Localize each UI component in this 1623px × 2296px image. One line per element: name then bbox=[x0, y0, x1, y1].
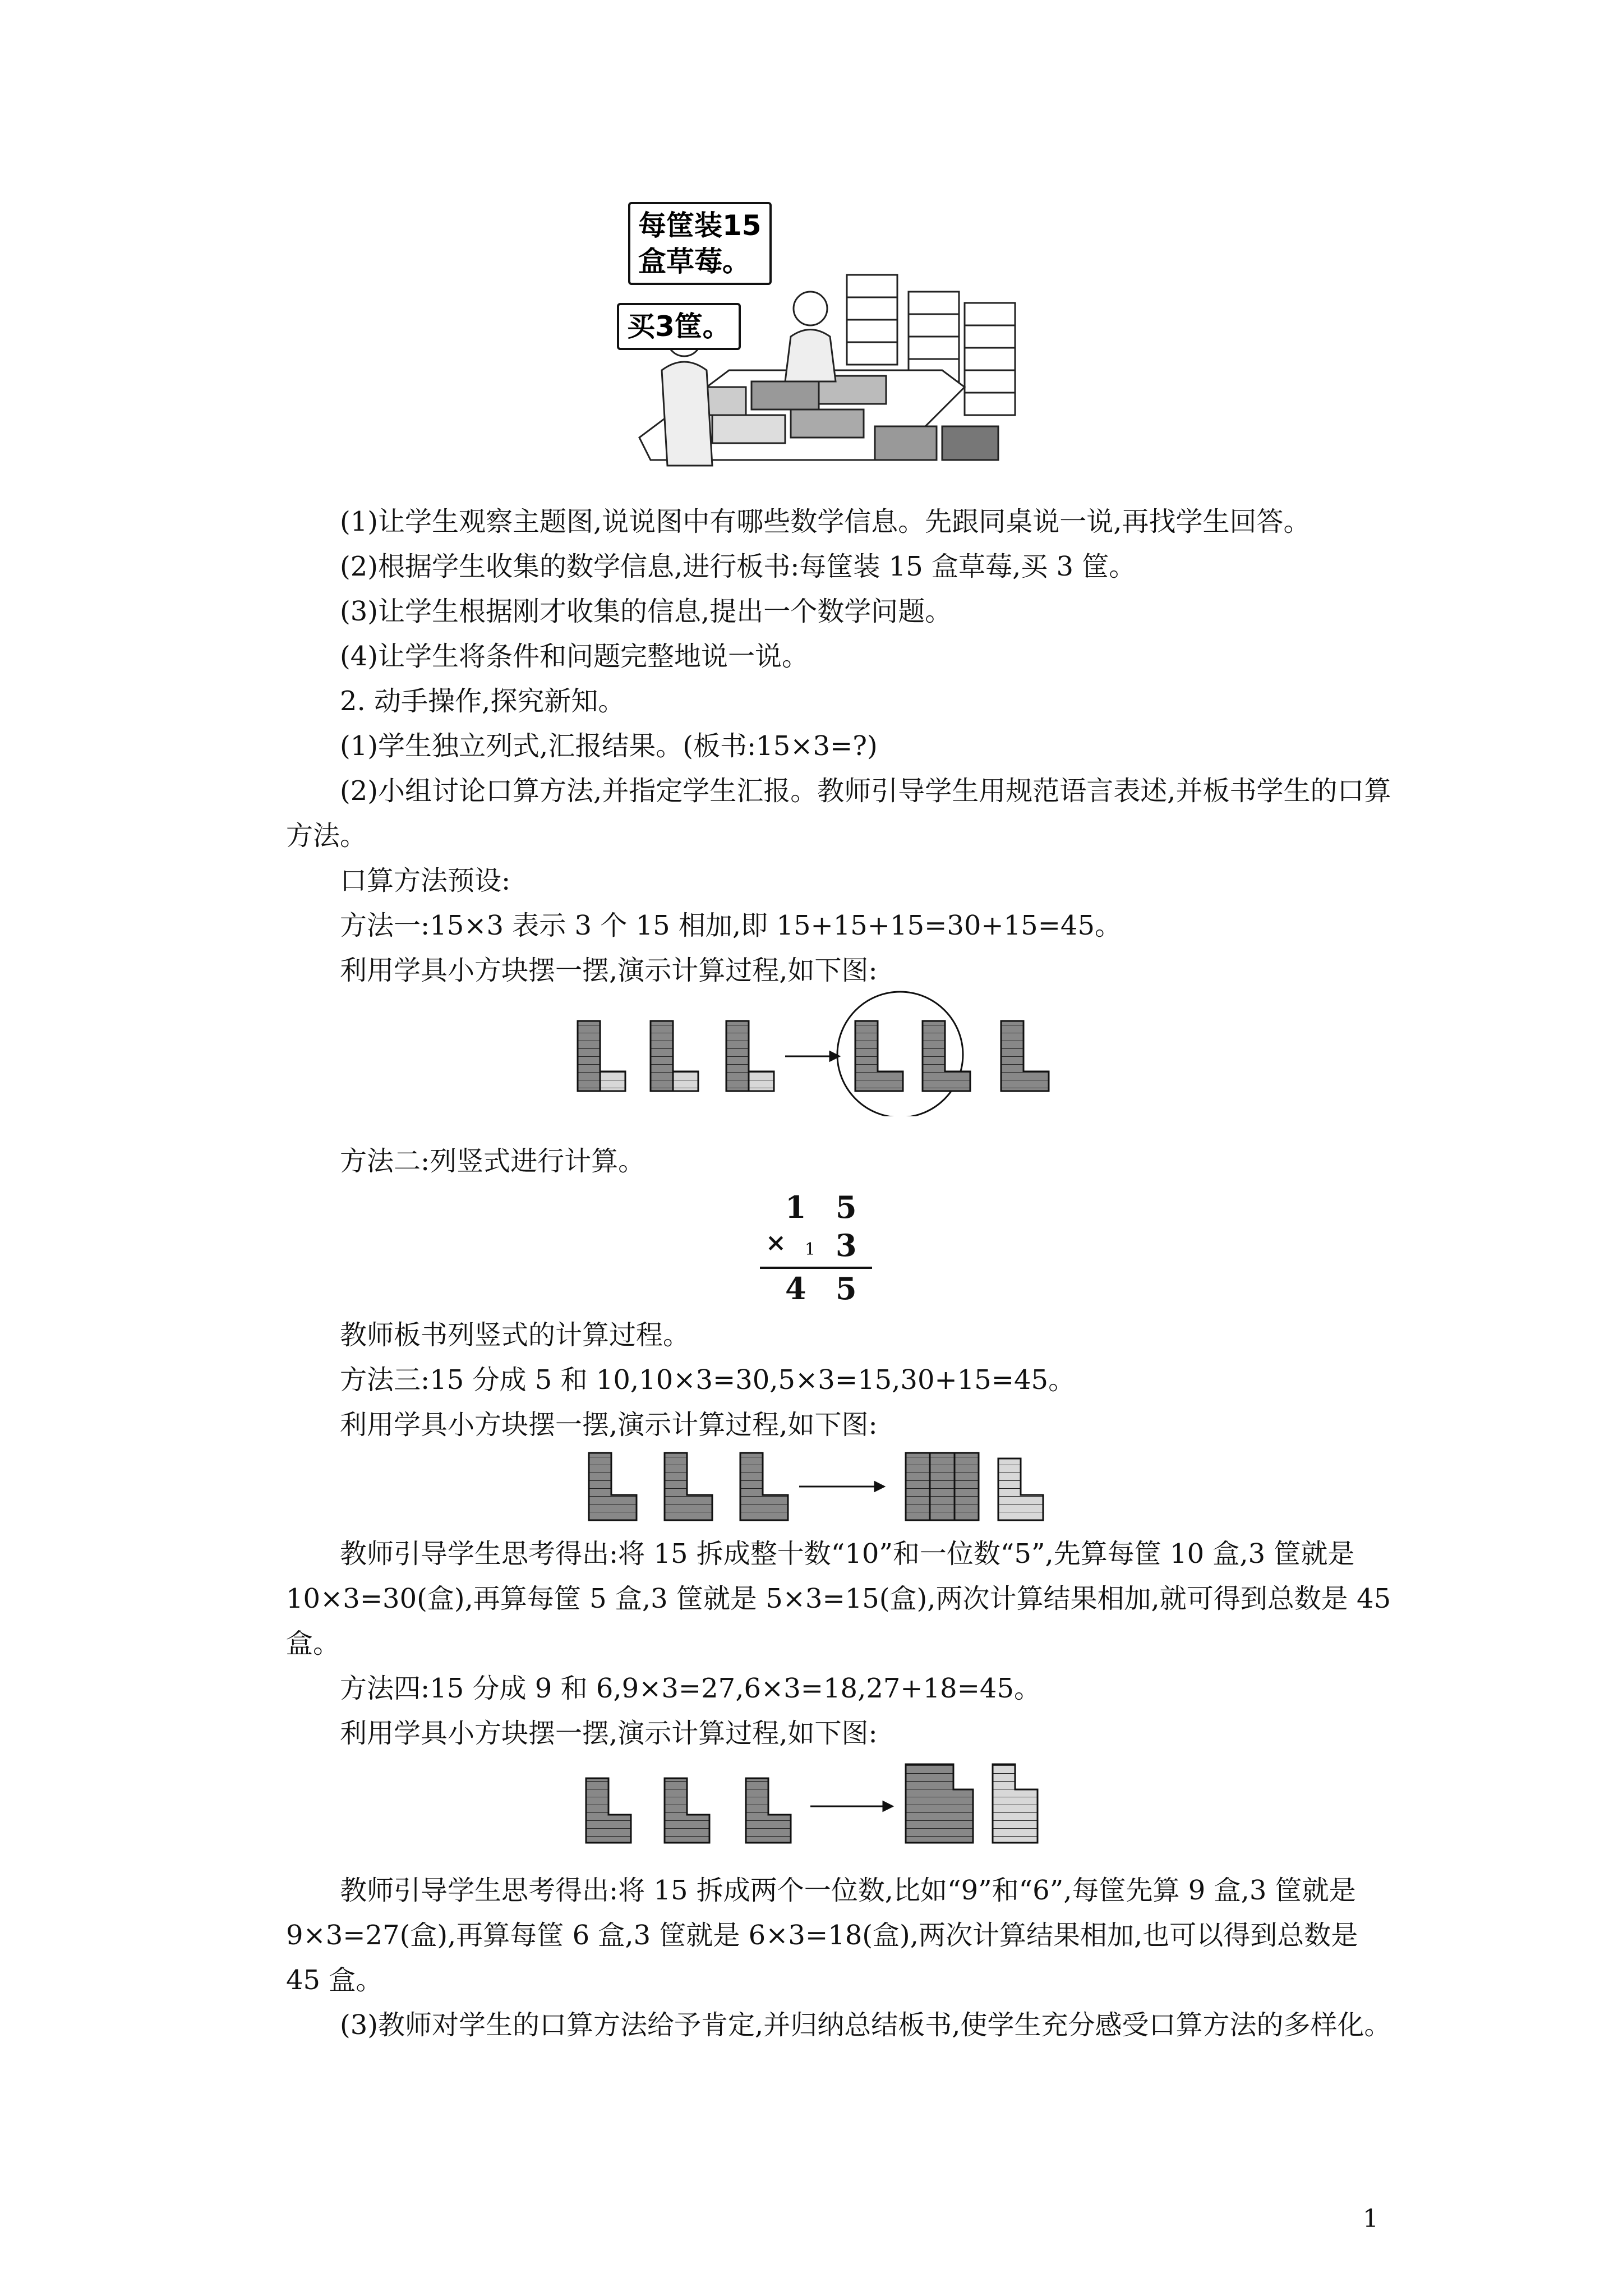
paragraph: 方法四:15 分成 9 和 6,9×3=27,6×3=18,27+18=45。 bbox=[340, 1673, 1041, 1704]
paragraph: 利用学具小方块摆一摆,演示计算过程,如下图: bbox=[340, 955, 878, 986]
blocks-diagram-method4 bbox=[0, 1750, 1623, 1857]
blocks-diagram-svg bbox=[0, 1750, 1623, 1857]
digit: 4 bbox=[785, 1271, 806, 1306]
paragraph: 利用学具小方块摆一摆,演示计算过程,如下图: bbox=[340, 1718, 878, 1749]
text-section-mid bbox=[286, 1313, 1396, 1447]
seller-speech-bubble bbox=[628, 202, 772, 285]
digit: 5 bbox=[836, 1189, 857, 1225]
block-stack bbox=[665, 1778, 709, 1843]
blocks-diagram-method1 bbox=[0, 970, 1623, 1116]
digit: 1 bbox=[785, 1189, 806, 1225]
block-stack bbox=[578, 1021, 625, 1091]
block-stack bbox=[726, 1021, 774, 1091]
paragraph: 方法三:15 分成 5 和 10,10×3=30,5×3=15,30+15=45。 bbox=[340, 1364, 1076, 1396]
paragraph: 方法一:15×3 表示 3 个 15 相加,即 15+15+15=30+15=45。 bbox=[340, 910, 1122, 941]
paragraph: (1)让学生观察主题图,说说图中有哪些数学信息。先跟同桌说一说,再找学生回答。 bbox=[340, 506, 1311, 537]
block-stack bbox=[589, 1453, 637, 1520]
paragraph: 教师引导学生思考得出:将 15 拆成整十数“10”和一位数“5”,先算每筐 10 盒,3 筐就是 10×3=30(盒),再算每筐 5 盒,3 筐就是 5×3=15(盒),两次计算结果相加,就可得到总数是 45 盒。 bbox=[286, 1538, 1391, 1659]
tens-block bbox=[906, 1453, 979, 1520]
block-stack bbox=[665, 1453, 712, 1520]
paragraph: 教师板书列竖式的计算过程。 bbox=[340, 1319, 690, 1351]
times-sign: × bbox=[766, 1228, 786, 1257]
vertical-multiplication bbox=[751, 1189, 886, 1318]
calc-line bbox=[760, 1267, 872, 1269]
page-number: 1 bbox=[1363, 2205, 1378, 2233]
block-stack bbox=[855, 1021, 903, 1091]
carry-digit: 1 bbox=[805, 1240, 816, 1259]
block-stack bbox=[746, 1778, 791, 1843]
buyer-speech-text: 买3筐。 bbox=[627, 310, 731, 343]
paragraph: (2)小组讨论口算方法,并指定学生汇报。教师引导学生用规范语言表述,并板书学生的口算方法。 bbox=[286, 775, 1391, 852]
paragraph: (1)学生独立列式,汇报结果。(板书:15×3=?) bbox=[340, 730, 878, 762]
block-stack bbox=[586, 1778, 631, 1843]
digit: 3 bbox=[836, 1227, 857, 1263]
nines-block bbox=[906, 1764, 973, 1843]
sixes-block bbox=[993, 1764, 1038, 1843]
block-stack bbox=[740, 1453, 788, 1520]
method2-title: 方法二:列竖式进行计算。 bbox=[340, 1145, 645, 1177]
paragraph: (3)让学生根据刚才收集的信息,提出一个数学问题。 bbox=[340, 596, 952, 627]
block-stack bbox=[1001, 1021, 1049, 1091]
seller-speech-text: 每筐装15 盒草莓。 bbox=[638, 209, 762, 278]
buyer-speech-bubble bbox=[617, 303, 741, 350]
paragraph: (3)教师对学生的口算方法给予肯定,并归纳总结板书,使学生充分感受口算方法的多样化。 bbox=[340, 2009, 1391, 2041]
paragraph: 口算方法预设: bbox=[340, 865, 511, 896]
section-heading: 2. 动手操作,探究新知。 bbox=[340, 685, 625, 717]
paragraph: (2)根据学生收集的数学信息,进行板书:每筐装 15 盒草莓,买 3 筐。 bbox=[340, 551, 1136, 582]
paragraph: (4)让学生将条件和问题完整地说一说。 bbox=[340, 641, 809, 672]
blocks-diagram-svg bbox=[0, 970, 1623, 1116]
paragraph: 教师引导学生思考得出:将 15 拆成两个一位数,比如“9”和“6”,每筐先算 9 盒,3 筐就是 9×3=27(盒),再算每筐 6 盒,3 筐就是 6×3=18(盒),两次计算结果相加,也可以得到总数是 45 盒。 bbox=[286, 1875, 1358, 1996]
blocks-diagram-svg bbox=[0, 1442, 1623, 1531]
theme-illustration bbox=[628, 202, 1032, 482]
digit: 5 bbox=[836, 1271, 857, 1306]
ones-block bbox=[998, 1458, 1043, 1520]
arrow-head bbox=[883, 1802, 892, 1811]
paragraph: 利用学具小方块摆一摆,演示计算过程,如下图: bbox=[340, 1409, 878, 1441]
block-stack bbox=[651, 1021, 698, 1091]
text-section-top bbox=[286, 499, 1396, 993]
text-section-bottom bbox=[286, 1868, 1396, 2047]
text-section-mid2 bbox=[286, 1531, 1396, 1756]
blocks-diagram-method3 bbox=[0, 1442, 1623, 1531]
arrow-head bbox=[875, 1482, 884, 1491]
